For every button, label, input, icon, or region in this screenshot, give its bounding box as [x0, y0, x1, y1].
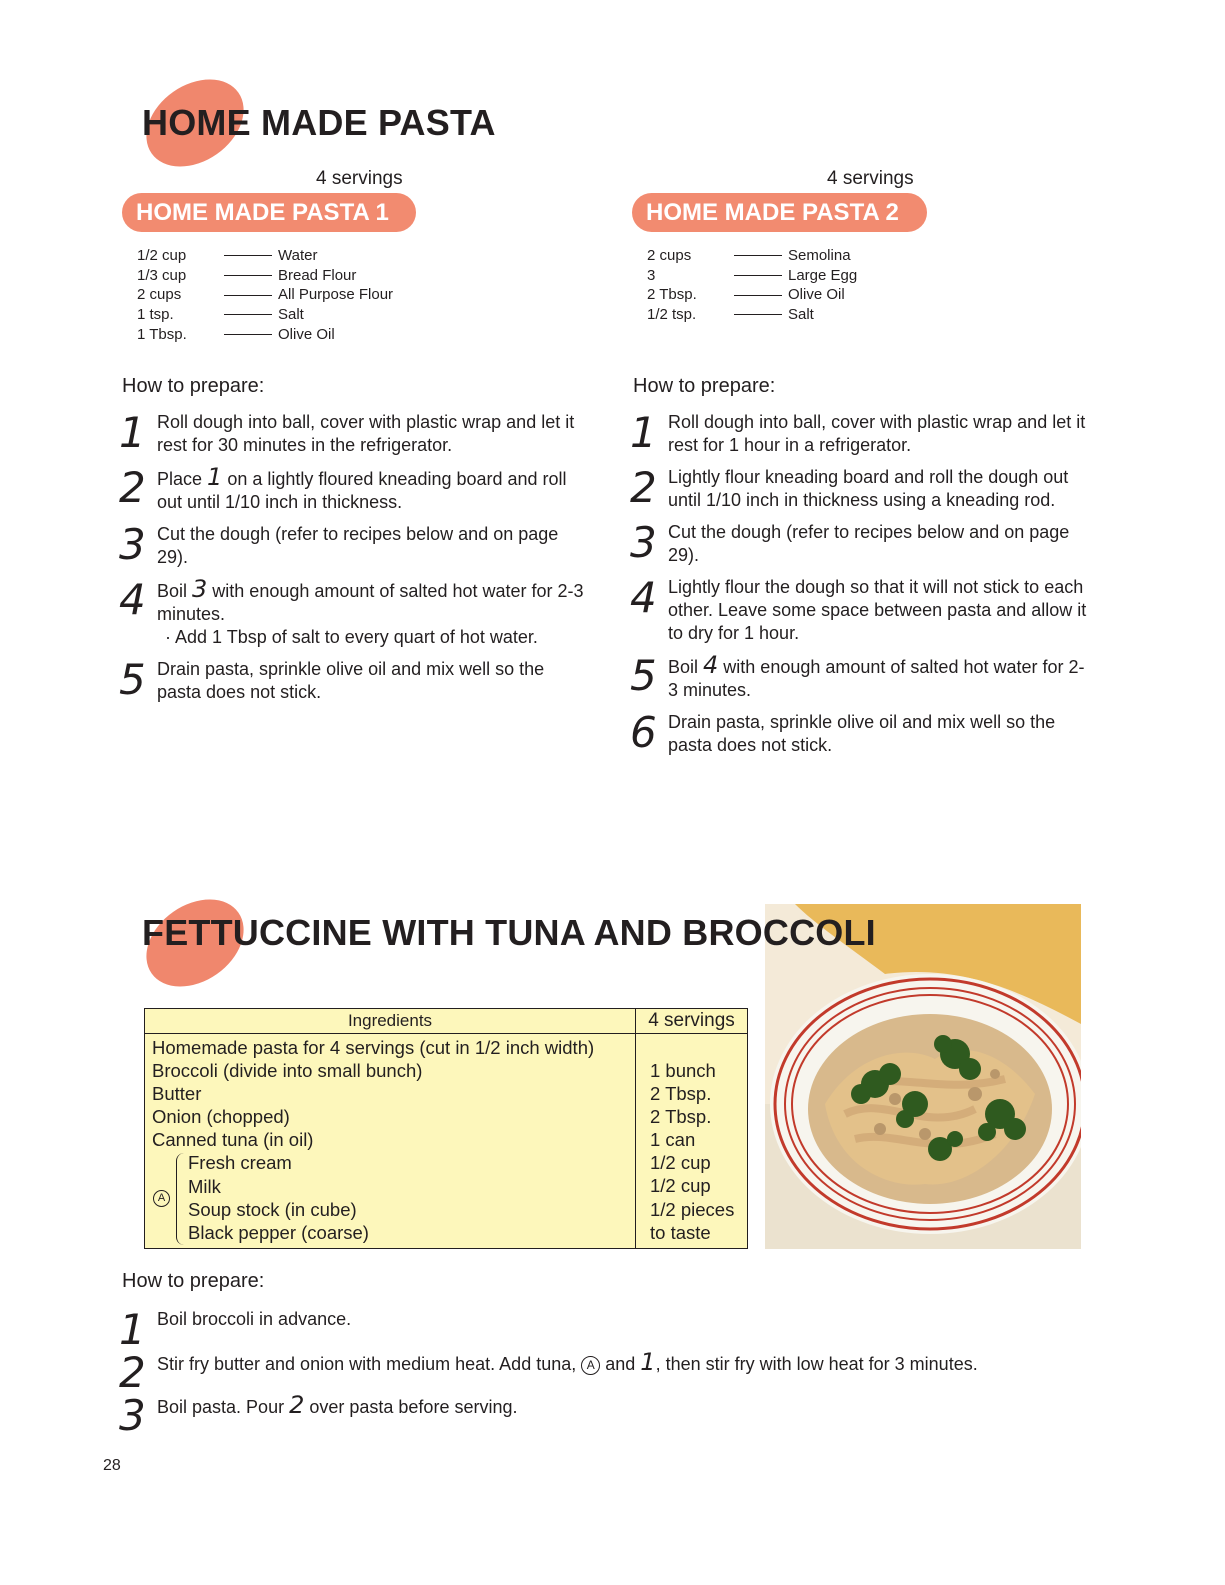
step-text: Place	[157, 469, 208, 489]
step-item	[630, 518, 1093, 567]
step-item	[630, 573, 1093, 645]
step-text: Drain pasta, sprinkle olive oil and mix well so the pasta does not stick.	[668, 712, 1056, 755]
ingredient-qty: 2 cups	[647, 247, 692, 264]
table-divider	[635, 1009, 636, 1248]
ingredient-item: Bread Flour	[278, 266, 357, 284]
step-number: 3	[119, 1391, 146, 1440]
page-number: 28	[103, 1457, 121, 1474]
step-note: · Add 1 Tbsp of salt to every quart of hot water.	[165, 627, 538, 647]
recipe1-ingredient-list	[137, 246, 393, 344]
table-cell-amount: 2 Tbsp.	[650, 1106, 712, 1128]
step-number: 4	[119, 575, 146, 624]
table-cell-amount: 2 Tbsp.	[650, 1083, 712, 1105]
group-marker-a: A	[153, 1190, 170, 1207]
step-text: with enough amount of salted hot water for 2-3 minutes.	[157, 581, 584, 624]
ingredient-row	[137, 305, 393, 325]
step-item	[119, 520, 592, 569]
ingredient-item: Olive Oil	[278, 325, 335, 343]
recipe2-ingredient-list	[647, 246, 857, 325]
step-number: 3	[630, 518, 657, 567]
step-item	[119, 1348, 1097, 1397]
step-item	[119, 463, 592, 514]
leader-line	[734, 314, 782, 315]
ingredient-row	[137, 285, 393, 305]
table-row: Black pepper (coarse)	[188, 1221, 369, 1243]
step-reference: 1	[207, 463, 223, 491]
fettuccine-dish-photo	[765, 904, 1081, 1249]
step-text: over pasta before serving.	[304, 1397, 518, 1417]
step-number: 1	[119, 408, 146, 457]
step-item	[630, 708, 1093, 757]
step-text: Boil	[668, 657, 704, 677]
step-text: with enough amount of salted hot water for 2-3 minutes.	[668, 657, 1085, 700]
ingredient-amounts-column	[650, 1059, 734, 1244]
step-item	[119, 408, 592, 457]
recipe2-steps	[630, 408, 1093, 766]
leader-line	[734, 275, 782, 276]
step-text: and	[600, 1354, 641, 1374]
ingredient-item: Salt	[278, 306, 304, 324]
step-number: 1	[630, 408, 657, 457]
ingredient-row	[137, 325, 393, 345]
ingredient-qty: 1 tsp.	[137, 306, 174, 324]
ingredient-item: Salt	[788, 306, 814, 324]
ingredient-row	[647, 266, 857, 286]
recipe2-servings: 4 servings	[827, 168, 914, 189]
dish-illustration	[765, 904, 1081, 1249]
step-reference: 2	[289, 1391, 305, 1419]
step-item	[119, 575, 592, 649]
step-text: Boil broccoli in advance.	[157, 1309, 352, 1329]
table-cell-amount: 1 can	[650, 1129, 696, 1151]
step-item	[630, 408, 1093, 457]
ingredient-item: Semolina	[788, 247, 851, 264]
ingredient-row	[137, 246, 393, 266]
table-row: Broccoli (divide into small bunch)	[152, 1060, 423, 1082]
ingredient-item: Water	[278, 247, 318, 264]
step-number: 2	[630, 463, 657, 512]
recipe1-steps	[119, 408, 592, 713]
ingredient-qty: 3	[647, 266, 656, 284]
step-text: Cut the dough (refer to recipes below and on page 29).	[668, 522, 1070, 565]
table-row: Canned tuna (in oil)	[152, 1129, 314, 1151]
step-text: Stir fry butter and onion with medium heat. Add tuna,	[157, 1354, 582, 1374]
step-reference: 1	[640, 1348, 656, 1376]
section-title-fettuccine: FETTUCCINE WITH TUNA AND BROCCOLI	[142, 912, 876, 953]
step-number: 1	[119, 1305, 146, 1354]
step-reference: 3	[192, 575, 208, 603]
table-row: Soup stock (in cube)	[188, 1198, 357, 1220]
ingredient-item: Large Egg	[788, 266, 858, 284]
recipe2-how-to-prepare: How to prepare:	[633, 375, 776, 397]
ingredient-qty: 1/2 cup	[137, 247, 187, 264]
step-number: 3	[119, 520, 146, 569]
table-row: Onion (chopped)	[152, 1106, 290, 1128]
ingredient-row	[137, 266, 393, 286]
ingredient-names-column	[152, 1036, 594, 1244]
ingredient-qty: 2 Tbsp.	[647, 286, 697, 304]
recipe1-servings: 4 servings	[316, 168, 403, 189]
step-text: Roll dough into ball, cover with plastic wrap and let it rest for 30 minutes in the refrigerator.	[157, 412, 575, 455]
table-cell-amount: 1/2 cup	[650, 1175, 711, 1197]
table-header-ingredients: Ingredients	[347, 1011, 433, 1030]
step-text: on a lightly floured kneading board and roll out until 1/10 inch in thickness.	[157, 469, 567, 512]
table-row: Butter	[152, 1083, 202, 1105]
step-text: Boil	[157, 581, 193, 601]
step-number: 2	[119, 1348, 146, 1397]
step-number: 2	[119, 463, 146, 512]
step-item	[119, 1391, 1097, 1440]
leader-line	[224, 334, 272, 335]
table-row: Fresh cream	[188, 1152, 292, 1174]
ingredient-row	[647, 285, 857, 305]
table-cell-amount: to taste	[650, 1221, 711, 1243]
table-row: Homemade pasta for 4 servings (cut in 1/2 inch width)	[152, 1037, 595, 1058]
step-item	[119, 655, 592, 704]
fettuccine-how-to-prepare: How to prepare:	[122, 1270, 265, 1292]
step-number: 5	[119, 655, 146, 704]
leader-line	[224, 314, 272, 315]
step-text: Drain pasta, sprinkle olive oil and mix well so the pasta does not stick.	[157, 659, 545, 702]
section-title-home-made-pasta: HOME MADE PASTA	[142, 102, 496, 143]
ingredients-table	[144, 1008, 748, 1249]
table-cell-amount: 1/2 pieces	[650, 1198, 735, 1220]
ingredient-item: All Purpose Flour	[278, 286, 394, 304]
recipe2-name-badge: HOME MADE PASTA 2	[632, 193, 927, 232]
step-text: Roll dough into ball, cover with plastic wrap and let it rest for 1 hour in a refrigerator.	[668, 412, 1086, 455]
step-item	[630, 651, 1093, 702]
step-item	[630, 463, 1093, 512]
leader-line	[734, 295, 782, 296]
step-text: , then stir fry with low heat for 3 minutes.	[655, 1354, 978, 1374]
table-cell-amount: 1/2 cup	[650, 1152, 711, 1174]
ingredient-row	[647, 305, 857, 325]
step-number: 6	[630, 708, 657, 757]
step-reference: 4	[703, 651, 719, 679]
leader-line	[734, 255, 782, 256]
leader-line	[224, 275, 272, 276]
group-brace	[176, 1153, 185, 1245]
leader-line	[224, 255, 272, 256]
table-divider	[145, 1033, 747, 1034]
step-number: 5	[630, 651, 657, 700]
table-row: Milk	[188, 1175, 221, 1197]
step-text: Lightly flour the dough so that it will not stick to each other. Leave some space between pasta and allow it to dry for 1 hour.	[668, 577, 1087, 643]
ingredient-qty: 2 cups	[137, 286, 182, 304]
recipe1-name-badge: HOME MADE PASTA 1	[122, 193, 416, 232]
ingredient-qty: 1 Tbsp.	[137, 325, 187, 343]
ingredient-row	[647, 246, 857, 266]
group-marker-a: A	[581, 1356, 600, 1375]
step-item	[119, 1305, 1097, 1354]
ingredient-qty: 1/3 cup	[137, 266, 187, 284]
ingredient-qty: 1/2 tsp.	[647, 306, 697, 324]
table-header-servings: 4 servings	[648, 1010, 735, 1031]
recipe1-how-to-prepare: How to prepare:	[122, 375, 265, 397]
leader-line	[224, 295, 272, 296]
ingredient-item: Olive Oil	[788, 286, 845, 304]
step-text: Cut the dough (refer to recipes below and on page 29).	[157, 524, 559, 567]
step-number: 4	[630, 573, 657, 622]
step-text: Lightly flour kneading board and roll the dough out until 1/10 inch in thickness using a kneading rod.	[668, 467, 1069, 510]
step-text: Boil pasta. Pour	[157, 1397, 290, 1417]
table-cell-amount: 1 bunch	[650, 1060, 716, 1081]
